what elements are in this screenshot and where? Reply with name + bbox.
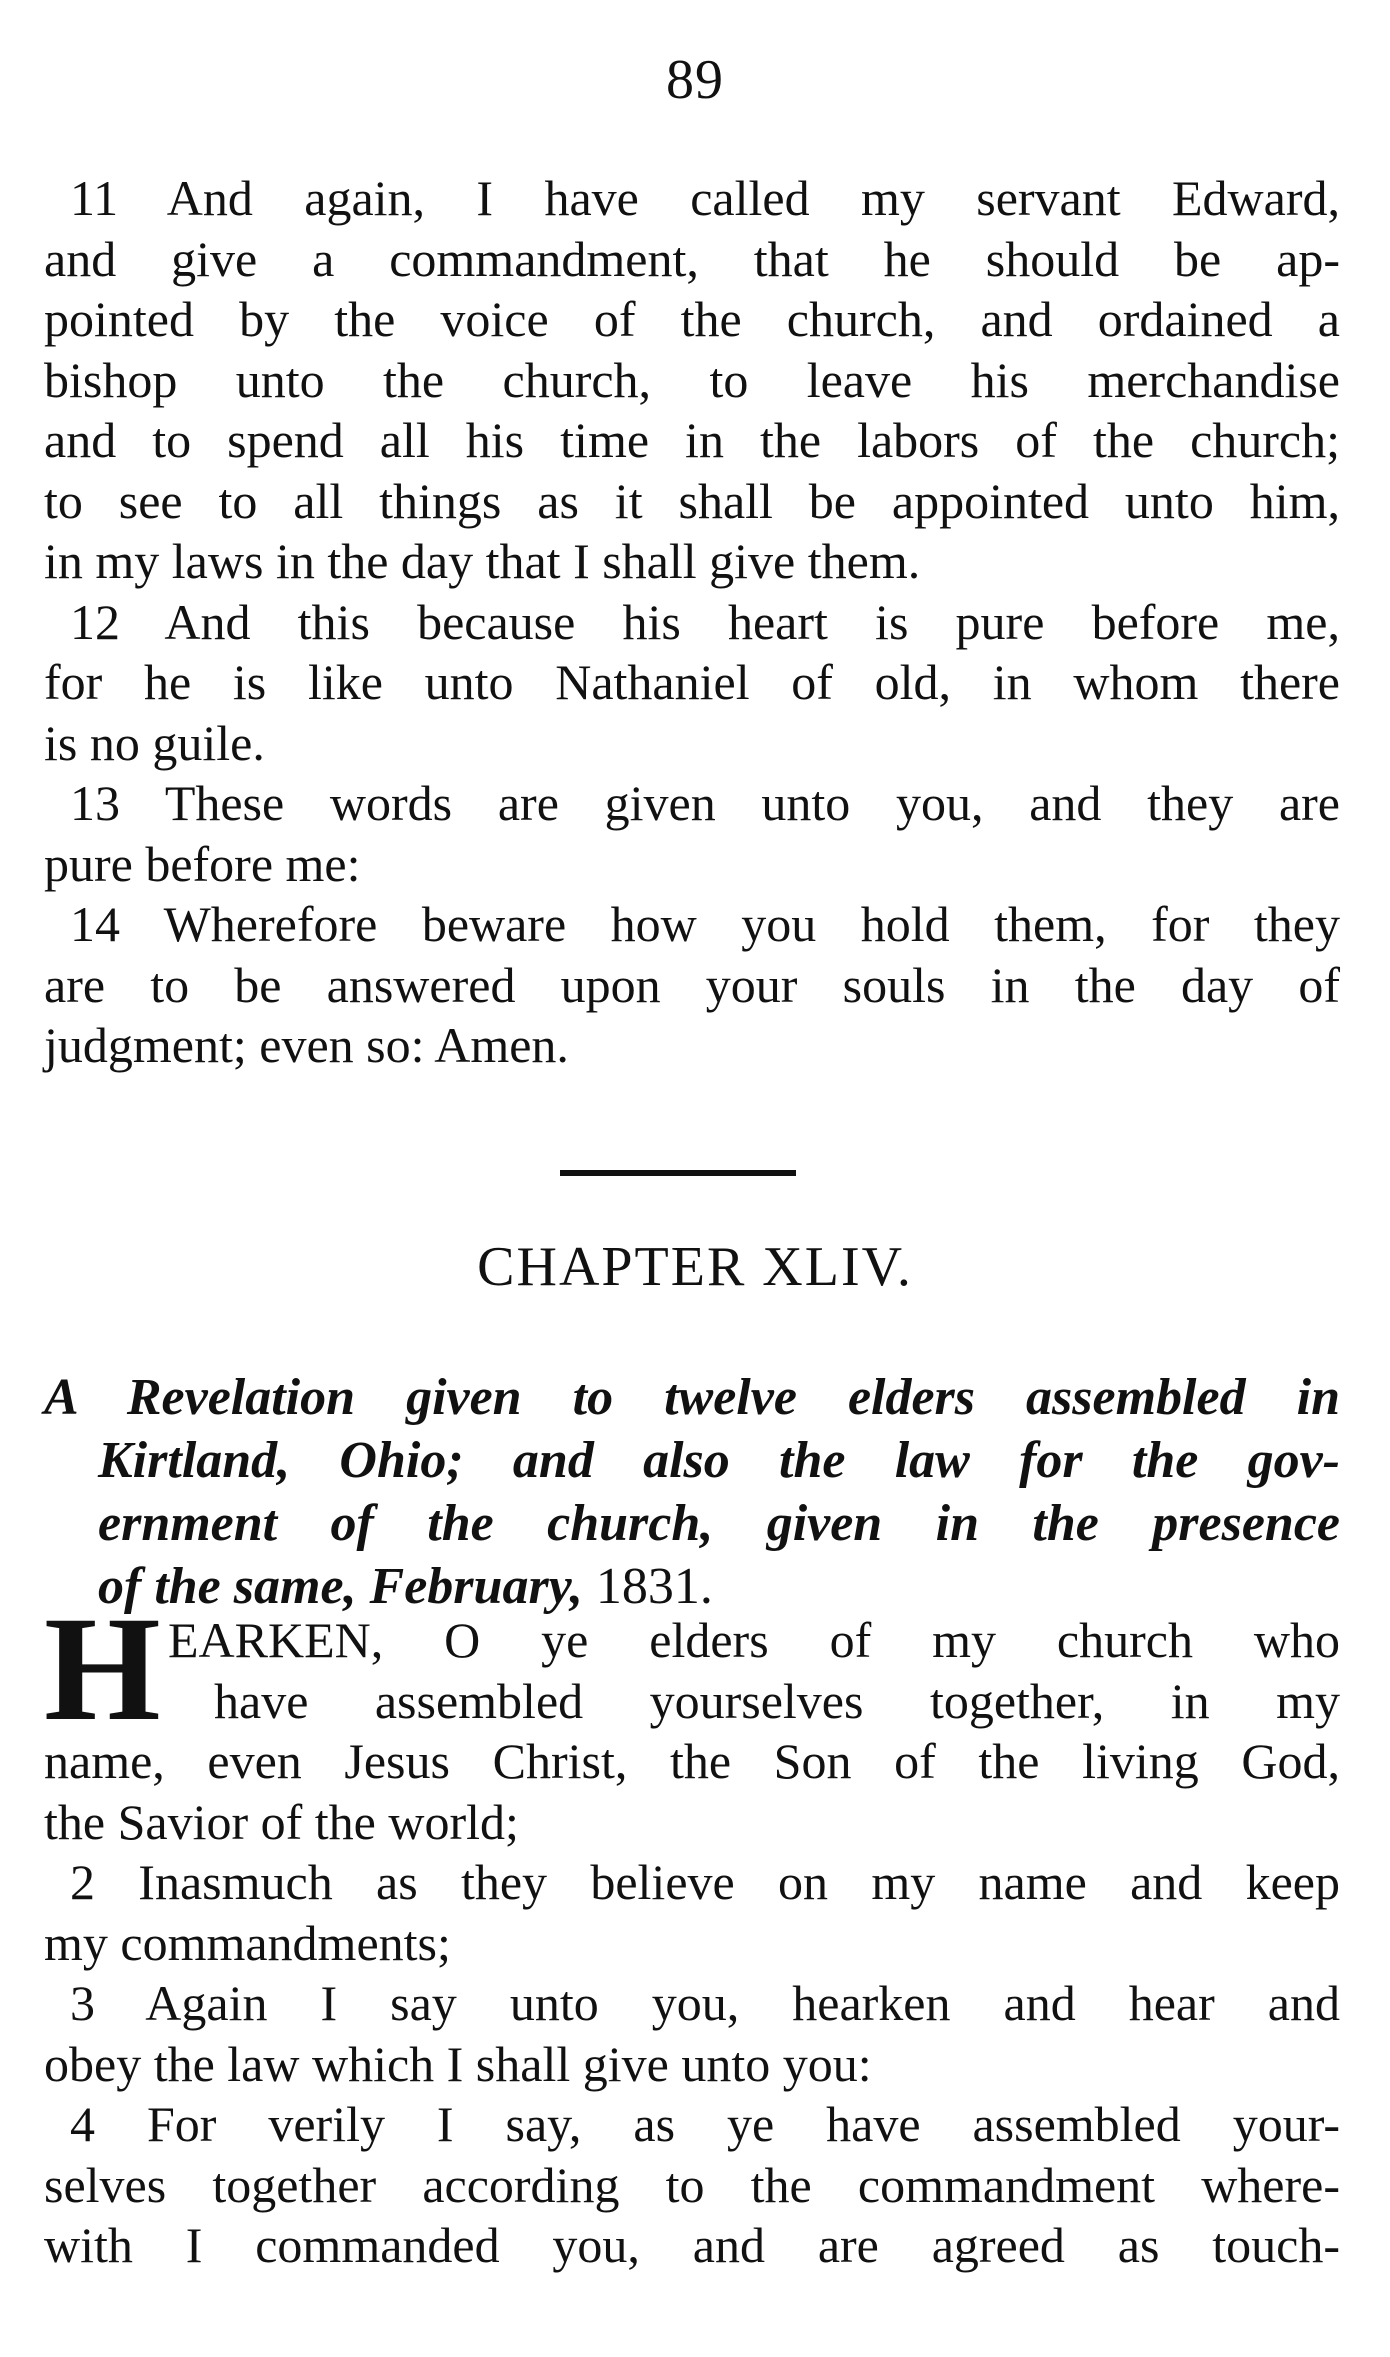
- summary-line: ernment of the church, given in the presence: [98, 1495, 1340, 1552]
- text-line: have assembled yourselves together, in my: [214, 1672, 1340, 1729]
- text-line: my commandments;: [44, 1914, 451, 1971]
- text-line: 2 Inasmuch as they believe on my name and keep: [70, 1854, 1340, 1910]
- text-line: selves together according to the commandment where-: [44, 2156, 1340, 2213]
- text-line: the Savior of the world;: [44, 1793, 519, 1850]
- text-line: 13 These words are given unto you, and they are: [70, 775, 1340, 831]
- chapter-title: CHAPTER XLIV.: [477, 1236, 913, 1298]
- page-number: 89: [666, 49, 724, 111]
- summary-date: 1831.: [595, 1558, 713, 1615]
- text-line: pointed by the voice of the church, and ordained a: [44, 291, 1340, 347]
- text-line: to see to all things as it shall be appointed unto him,: [44, 472, 1340, 529]
- text-line: with I commanded you, and are agreed as touch-: [44, 2217, 1340, 2273]
- verses-chapter-xliii-end: [44, 168, 1340, 1076]
- summary-line: A Revelation given to twelve elders assembled in: [44, 1369, 1340, 1426]
- text-line: pure before me:: [44, 835, 361, 892]
- text-line: and to spend all his time in the labors of the church;: [44, 412, 1340, 468]
- text-line: are to be answered upon your souls in the day of: [44, 956, 1340, 1013]
- text-line: in my laws in the day that I shall give them.: [44, 533, 921, 589]
- drop-cap: H: [44, 1586, 161, 1752]
- text-line: 12 And this because his heart is pure before me,: [70, 593, 1340, 650]
- text-line: 11 And again, I have called my servant Edward,: [70, 170, 1340, 226]
- text-line: for he is like unto Nathaniel of old, in whom there: [44, 654, 1340, 710]
- summary-line: [44, 1555, 1340, 1618]
- text-line: 3 Again I say unto you, hearken and hear and: [70, 1975, 1340, 2031]
- text-line: judgment; even so: Amen.: [44, 1017, 569, 1073]
- text-line: and give a commandment, that he should be ap-: [44, 230, 1340, 287]
- text-line: bishop unto the church, to leave his merchandise: [44, 351, 1340, 408]
- summary-line-text: of the same, February,: [98, 1558, 583, 1615]
- text-line: 14 Wherefore beware how you hold them, for they: [70, 896, 1340, 952]
- text-line: obey the law which I shall give unto you:: [44, 2035, 872, 2092]
- text-line: 4 For verily I say, as ye have assembled your-: [70, 2096, 1340, 2152]
- text-line: is no guile.: [44, 714, 265, 771]
- section-divider: [560, 1170, 796, 1176]
- summary-line: Kirtland, Ohio; and also the law for the gov-: [98, 1432, 1340, 1489]
- text-line: EARKEN, O ye elders of my church who: [168, 1612, 1340, 1668]
- text-line: name, even Jesus Christ, the Son of the living God,: [44, 1733, 1340, 1789]
- chapter-summary: [44, 1366, 1340, 1618]
